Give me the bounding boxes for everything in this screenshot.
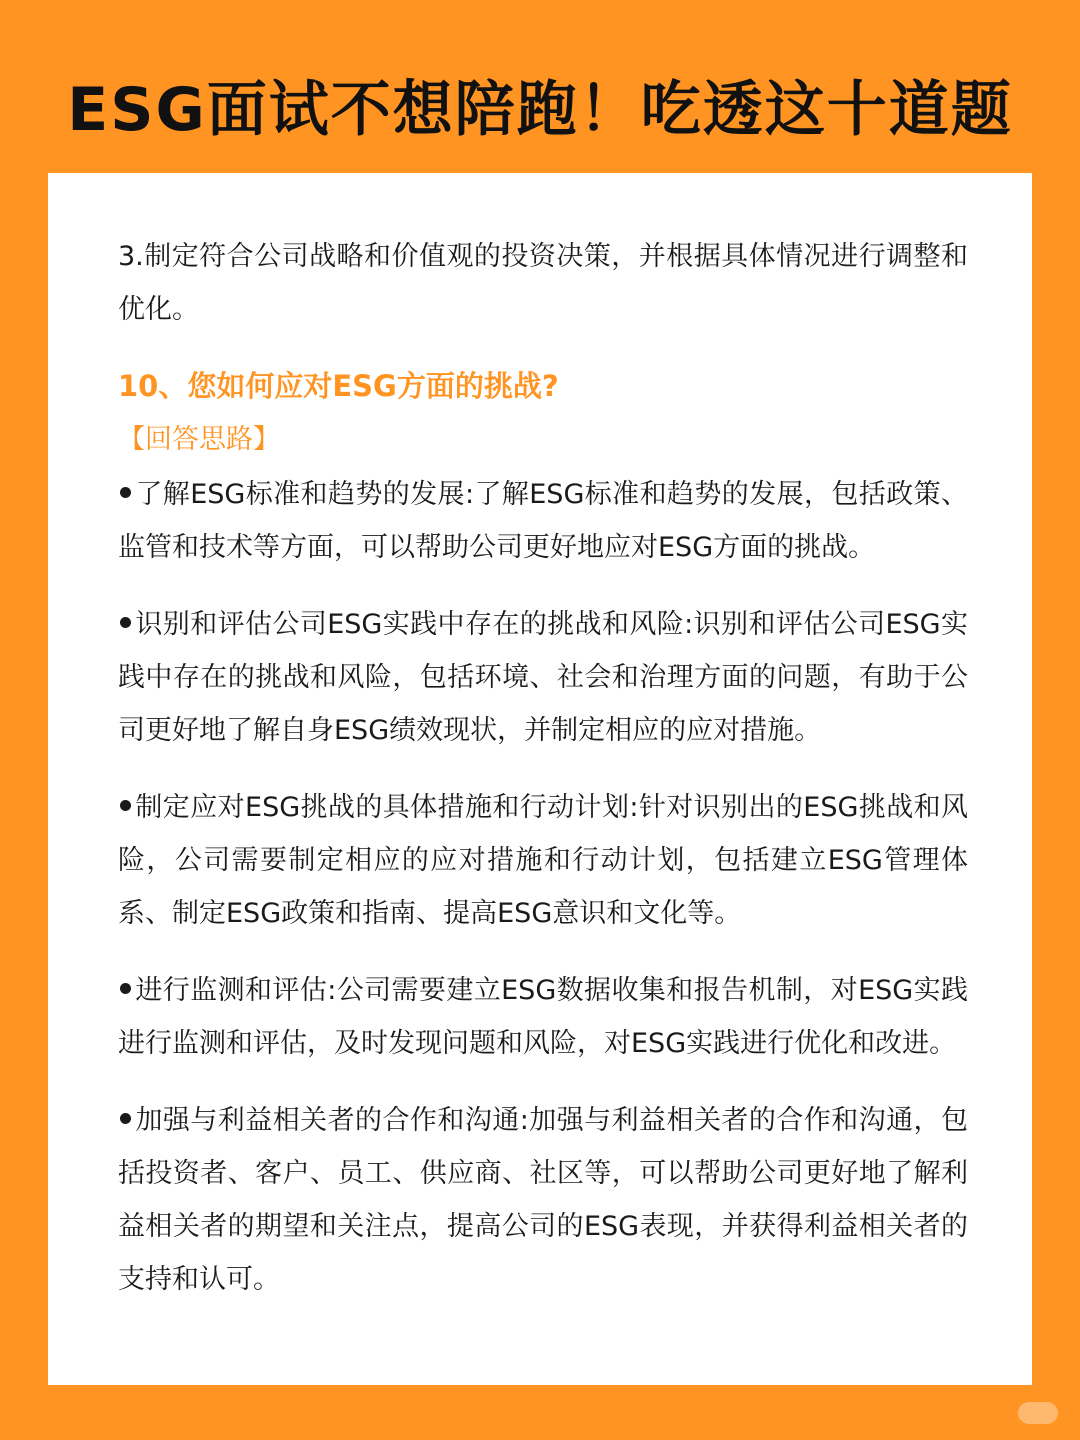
- article-content: [118, 230, 968, 1330]
- page-title: ESG面试不想陪跑！吃透这十道题: [67, 75, 1013, 145]
- bullet-text: 加强与利益相关者的合作和沟通:加强与利益相关者的合作和沟通，包括投资者、客户、员工、供应商、社区等，可以帮助公司更好地了解利益相关者的期望和关注点，提高公司的ESG表现，并获得利益相关者的支持和认可。: [118, 1105, 968, 1295]
- bullet-dot-icon: [120, 487, 131, 498]
- bullet-text: 进行监测和评估:公司需要建立ESG数据收集和报告机制，对ESG实践进行监测和评估，及时发现问题和风险，对ESG实践进行优化和改进。: [118, 975, 968, 1059]
- bullet-dot-icon: [120, 983, 131, 994]
- bullet-item: [118, 964, 968, 1070]
- watermark-logo: [1018, 1402, 1058, 1424]
- bullet-item: [118, 781, 968, 940]
- bullet-text: 了解ESG标准和趋势的发展:了解ESG标准和趋势的发展，包括政策、监管和技术等方面，可以帮助公司更好地应对ESG方面的挑战。: [118, 479, 968, 563]
- intro-paragraph: 3.制定符合公司战略和价值观的投资决策，并根据具体情况进行调整和优化。: [118, 241, 968, 325]
- bullet-item: [118, 598, 968, 757]
- bullet-dot-icon: [120, 800, 131, 811]
- answer-hint-label: 【回答思路】: [118, 424, 280, 455]
- bullet-dot-icon: [120, 617, 131, 628]
- bullet-text: 识别和评估公司ESG实践中存在的挑战和风险:识别和评估公司ESG实践中存在的挑战和风险，包括环境、社会和治理方面的问题，有助于公司更好地了解自身ESG绩效现状，并制定相应的应对措施。: [118, 609, 968, 746]
- bullet-item: [118, 468, 968, 574]
- bullet-text: 制定应对ESG挑战的具体措施和行动计划:针对识别出的ESG挑战和风险，公司需要制定相应的应对措施和行动计划，包括建立ESG管理体系、制定ESG政策和指南、提高ESG意识和文化等。: [118, 792, 968, 929]
- bullet-item: [118, 1094, 968, 1306]
- question-heading: 10、您如何应对ESG方面的挑战?: [118, 369, 559, 403]
- bullet-dot-icon: [120, 1113, 131, 1124]
